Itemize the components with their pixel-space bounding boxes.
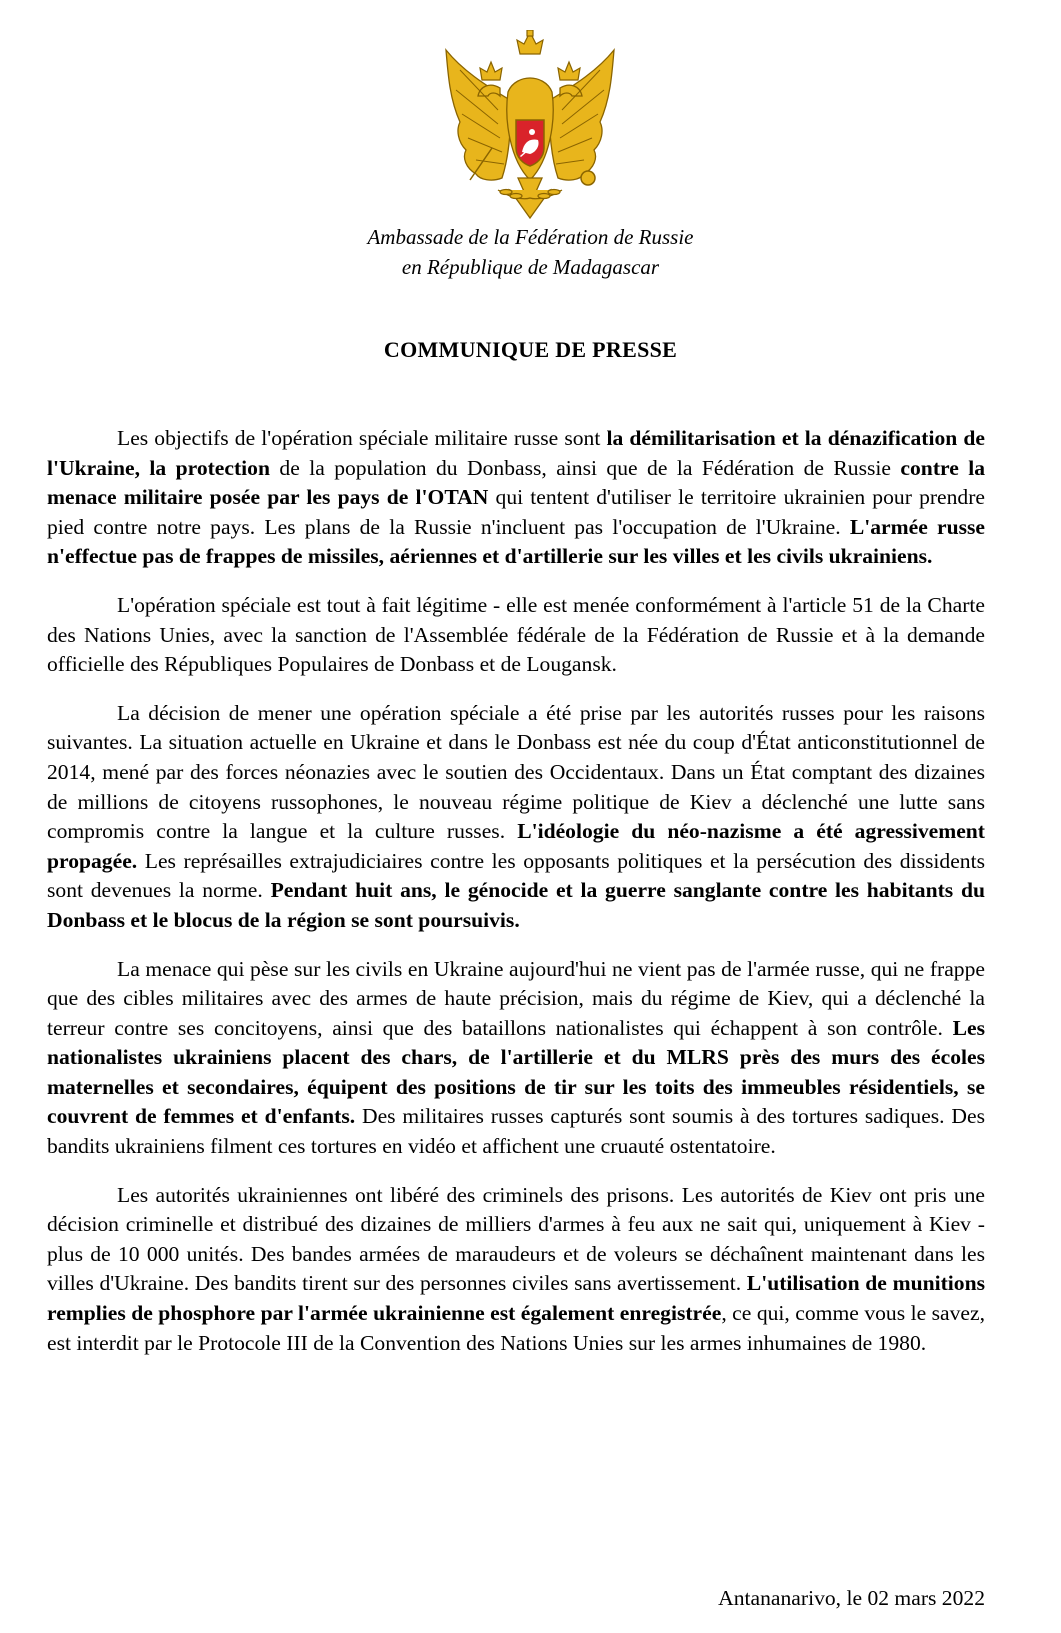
paragraph-run: Les autorités ukrainiennes ont libéré des criminels des prisons. Les autorités de Kiev ont pris une décision criminelle et distribué des dizaines de milliers d'armes à feu aux ne sait qui, uniquement à Kiev - plus de 10 000 unités. Des bandes armées de maraudeurs et de voleurs se déchaînent maintenant dans les villes d'Ukraine. Des bandits tirent sur des personnes civiles sans avertissement.: [47, 1182, 985, 1296]
embassy-line-2: en République de Madagascar: [401, 255, 660, 279]
paragraph-run: L'opération spéciale est tout à fait légitime - elle est menée conformément à l'article 51 de la Charte des Nations Unies, avec la sanction de l'Assemblée fédérale de la Fédération de Russie et à la demande officielle des Républiques Populaires de Donbass et de Lougansk.: [47, 592, 985, 677]
paragraph-run: Pendant huit ans, le génocide et la guerre sanglante contre les habitants du Donbass et le blocus de la région se sont poursuivis.: [47, 878, 985, 932]
russian-double-headed-eagle-icon: [440, 30, 620, 220]
paragraph-run: la démilitarisation et la dénazification de l'Ukraine, la protection: [47, 426, 985, 480]
paragraph-run: La menace qui pèse sur les civils en Ukraine aujourd'hui ne vient pas de l'armée russe, qui ne frappe que des cibles militaires avec des armes de haute précision, mais du régime de Kiev, qui a déclenché la terreur contre ses concitoyens, ainsi que des bataillons nationalistes qui échappent à son contrôle.: [47, 956, 985, 1040]
paragraph-run: de la population du Donbass, ainsi que de la Fédération de Russie: [269, 455, 901, 480]
paragraph-4: [47, 955, 985, 1162]
document-title: COMMUNIQUE DE PRESSE: [383, 337, 678, 362]
paragraph-run: L'utilisation de munitions remplies de phosphore par l'armée ukrainienne est également enregistrée: [47, 1271, 985, 1326]
paragraph-run: L'armée russe n'effectue pas de frappes de missiles, aériennes et d'artillerie sur les villes et les civils ukrainiens.: [47, 514, 985, 569]
paragraph-3: [47, 699, 985, 936]
paragraph-run: contre la menace militaire posée par les pays de l'OTAN: [47, 455, 986, 510]
paragraph-run: La décision de mener une opération spéciale a été prise par les autorités russes pour les raisons suivantes. La situation actuelle en Ukraine et dans le Donbass est née du coup d'État anticonstitutionnel de 2014, mené par des forces néonazies avec le soutien des Occidentaux. Dans un État comptant des dizaines de millions de citoyens russophones, le nouveau régime politique de Kiev a déclenché une lutte sans compromis contre la langue et la culture russes.: [47, 700, 985, 844]
paragraph-run: Les représailles extrajudiciaires contre les opposants politiques et la persécution des dissidents sont devenues la norme.: [47, 848, 985, 903]
embassy-name: [0, 222, 1061, 282]
paragraph-5: [47, 1181, 985, 1359]
place-and-date: Antananarivo, le 02 mars 2022: [718, 1586, 985, 1610]
paragraph-run: L'idéologie du néo-nazisme a été agressivement propagée.: [47, 819, 985, 873]
paragraph-run: qui tentent d'utiliser le territoire ukrainien pour prendre pied contre notre pays. Les plans de la Russie n'incluent pas l'occupation de l'Ukraine.: [47, 485, 986, 539]
paragraph-run: Les nationalistes ukrainiens placent des chars, de l'artillerie et du MLRS près des murs des écoles maternelles et secondaires, équipent des positions de tir sur les toits des immeubles résidentiels, se couvrent de femmes et d'enfants.: [47, 1015, 985, 1129]
paragraph-run: Les objectifs de l'opération spéciale militaire russe sont: [117, 426, 607, 450]
document-body: [47, 424, 985, 1377]
paragraph-1: [47, 424, 985, 572]
paragraph-run: , ce qui, comme vous le savez, est interdit par le Protocole III de la Convention des Nations Unies sur les armes inhumaines de 1980.: [47, 1301, 985, 1355]
paragraph-2: [47, 591, 985, 680]
paragraph-run: Des militaires russes capturés sont soumis à des tortures sadiques. Des bandits ukrainiens filment ces tortures en vidéo et affichent une cruauté ostentatoire.: [47, 1104, 985, 1159]
embassy-line-1: Ambassade de la Fédération de Russie: [367, 225, 694, 249]
